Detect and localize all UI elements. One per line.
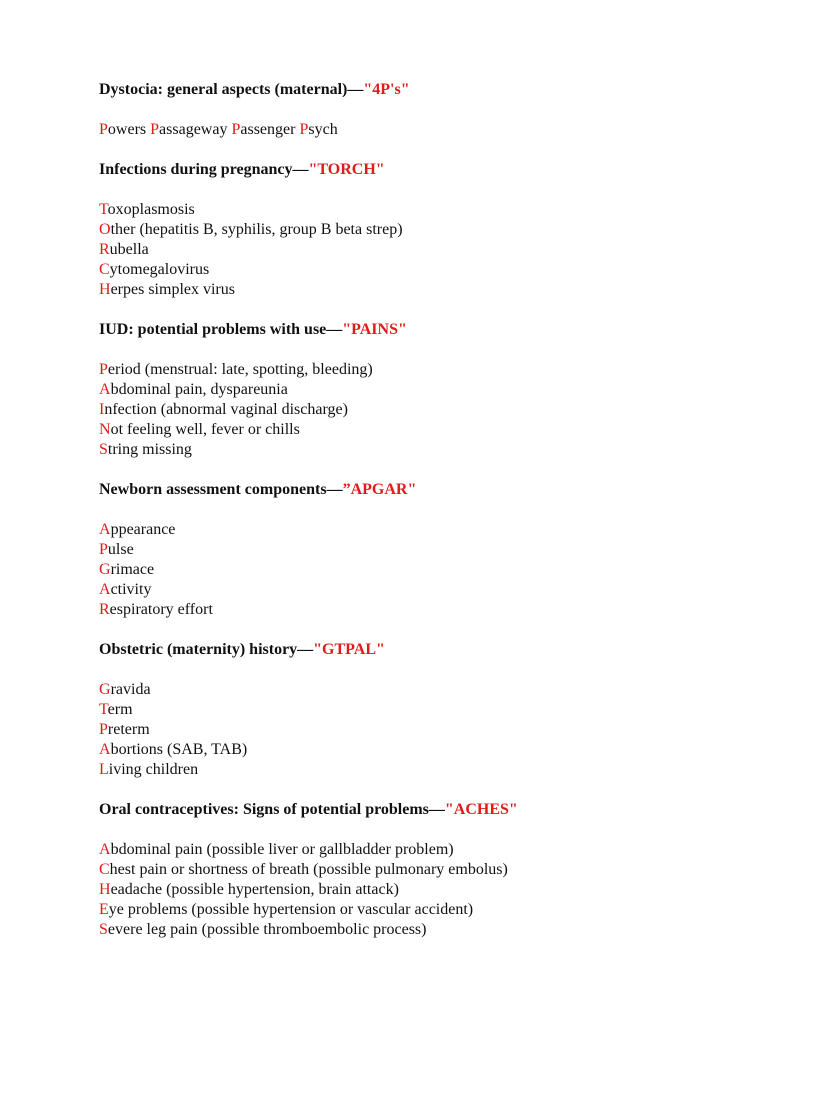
mnemonic-label: "GTPAL" [313,641,385,658]
initial-letter: I [99,401,105,418]
mnemonic-label: "ACHES" [444,801,518,818]
section-gtpal [99,640,799,780]
word-rest: sych [308,121,338,138]
heading-dash: — [297,641,314,658]
mnemonic-label: "TORCH" [308,161,385,178]
item-text: reterm [107,721,150,738]
section-spacer [99,620,799,640]
list-item [99,520,799,540]
section-pains [99,320,799,460]
list-item [99,560,799,580]
list-item [99,260,799,280]
mnemonic-list [99,680,799,780]
list-item [99,900,799,920]
item-text: tring missing [107,441,192,458]
item-text: ulse [107,541,134,558]
item-text: ubella [109,241,149,258]
section-spacer [99,460,799,480]
section-aches [99,800,799,940]
section-spacer [99,780,799,800]
list-item [99,700,799,720]
initial-letter: G [99,561,111,578]
initial-letter: P [99,121,108,138]
section-torch [99,160,799,300]
item-text: ther (hepatitis B, syphilis, group B beta strep) [110,221,403,238]
section-heading [99,800,799,820]
heading-dash: — [347,81,364,98]
initial-letter: R [99,601,110,618]
section-heading [99,640,799,660]
section-heading [99,320,799,340]
item-text: ot feeling well, fever or chills [110,421,300,438]
list-item [99,360,799,380]
item-text: rimace [110,561,155,578]
item-text: ye problems (possible hypertension or vascular accident) [108,901,474,918]
list-item [99,680,799,700]
mnemonic-list [99,120,799,140]
heading-title: IUD: potential problems with use [99,321,327,338]
item-text: hest pain or shortness of breath (possible pulmonary embolus) [109,861,508,878]
heading-dash: — [326,481,343,498]
initial-letter: R [99,241,110,258]
list-item [99,420,799,440]
mnemonic-list [99,840,799,940]
list-item [99,920,799,940]
section-spacer [99,140,799,160]
initial-letter: S [99,921,108,938]
item-text: bdominal pain, dyspareunia [110,381,288,398]
item-text: ravida [110,681,151,698]
list-item [99,600,799,620]
initial-letter: G [99,681,111,698]
item-text: iving children [108,761,199,778]
heading-title: Obstetric (maternity) history [99,641,298,658]
item-text: erm [107,701,133,718]
initial-letter: A [99,381,111,398]
item-text: evere leg pain (possible thromboembolic process) [107,921,427,938]
mnemonic-label: "PAINS" [342,321,407,338]
word-rest: owers [107,121,147,138]
document-page [99,80,799,940]
list-item [99,740,799,760]
item-text: eriod (menstrual: late, spotting, bleeding) [107,361,373,378]
item-text: ppearance [110,521,176,538]
initial-letter: P [231,121,241,138]
initial-letter: H [99,281,111,298]
list-item [99,540,799,560]
section-heading [99,80,799,100]
item-text: bdominal pain (possible liver or gallbladder problem) [110,841,454,858]
heading-title: Dystocia: general aspects (maternal) [99,81,348,98]
initial-letter: E [99,901,109,918]
item-text: eadache (possible hypertension, brain attack) [110,881,399,898]
initial-letter: N [99,421,111,438]
inline-word [150,121,227,138]
initial-letter: P [99,541,108,558]
inline-word [231,121,295,138]
initial-letter: P [299,121,309,138]
list-item [99,580,799,600]
item-text: ctivity [110,581,152,598]
heading-dash: — [292,161,309,178]
initial-letter: A [99,581,111,598]
section-heading [99,160,799,180]
initial-letter: S [99,441,108,458]
initial-letter: T [99,201,108,218]
initial-letter: T [99,701,108,718]
list-item [99,760,799,780]
section-apgar [99,480,799,620]
inline-word [99,121,146,138]
list-item [99,240,799,260]
list-item [99,200,799,220]
initial-letter: A [99,741,111,758]
list-item [99,400,799,420]
list-item [99,280,799,300]
initial-letter: P [150,121,160,138]
heading-dash: — [326,321,343,338]
list-item [99,840,799,860]
initial-letter: P [99,721,108,738]
mnemonic-list [99,520,799,620]
initial-letter: O [99,221,111,238]
initial-letter: L [99,761,109,778]
initial-letter: A [99,841,111,858]
heading-title: Newborn assessment components [99,481,327,498]
heading-dash: — [428,801,445,818]
item-text: erpes simplex virus [110,281,235,298]
list-item [99,880,799,900]
list-item [99,220,799,240]
word-rest: assenger [240,121,296,138]
section-spacer [99,300,799,320]
initial-letter: H [99,881,111,898]
initial-letter: C [99,261,110,278]
mnemonic-label: "4P's" [363,81,410,98]
section-heading [99,480,799,500]
inline-word [299,121,337,138]
mnemonic-list [99,360,799,460]
mnemonic-label: ”APGAR" [342,481,417,498]
list-item [99,440,799,460]
item-text: espiratory effort [109,601,213,618]
item-text: bortions (SAB, TAB) [110,741,248,758]
initial-letter: A [99,521,111,538]
initial-letter: P [99,361,108,378]
initial-letter: C [99,861,110,878]
list-item [99,380,799,400]
list-item [99,720,799,740]
list-item [99,120,799,140]
section-dystocia [99,80,799,140]
word-rest: assageway [159,121,228,138]
mnemonic-list [99,200,799,300]
heading-title: Oral contraceptives: Signs of potential problems [99,801,429,818]
list-item [99,860,799,880]
item-text: oxoplasmosis [107,201,195,218]
item-text: ytomegalovirus [109,261,210,278]
item-text: nfection (abnormal vaginal discharge) [104,401,348,418]
heading-title: Infections during pregnancy [99,161,293,178]
